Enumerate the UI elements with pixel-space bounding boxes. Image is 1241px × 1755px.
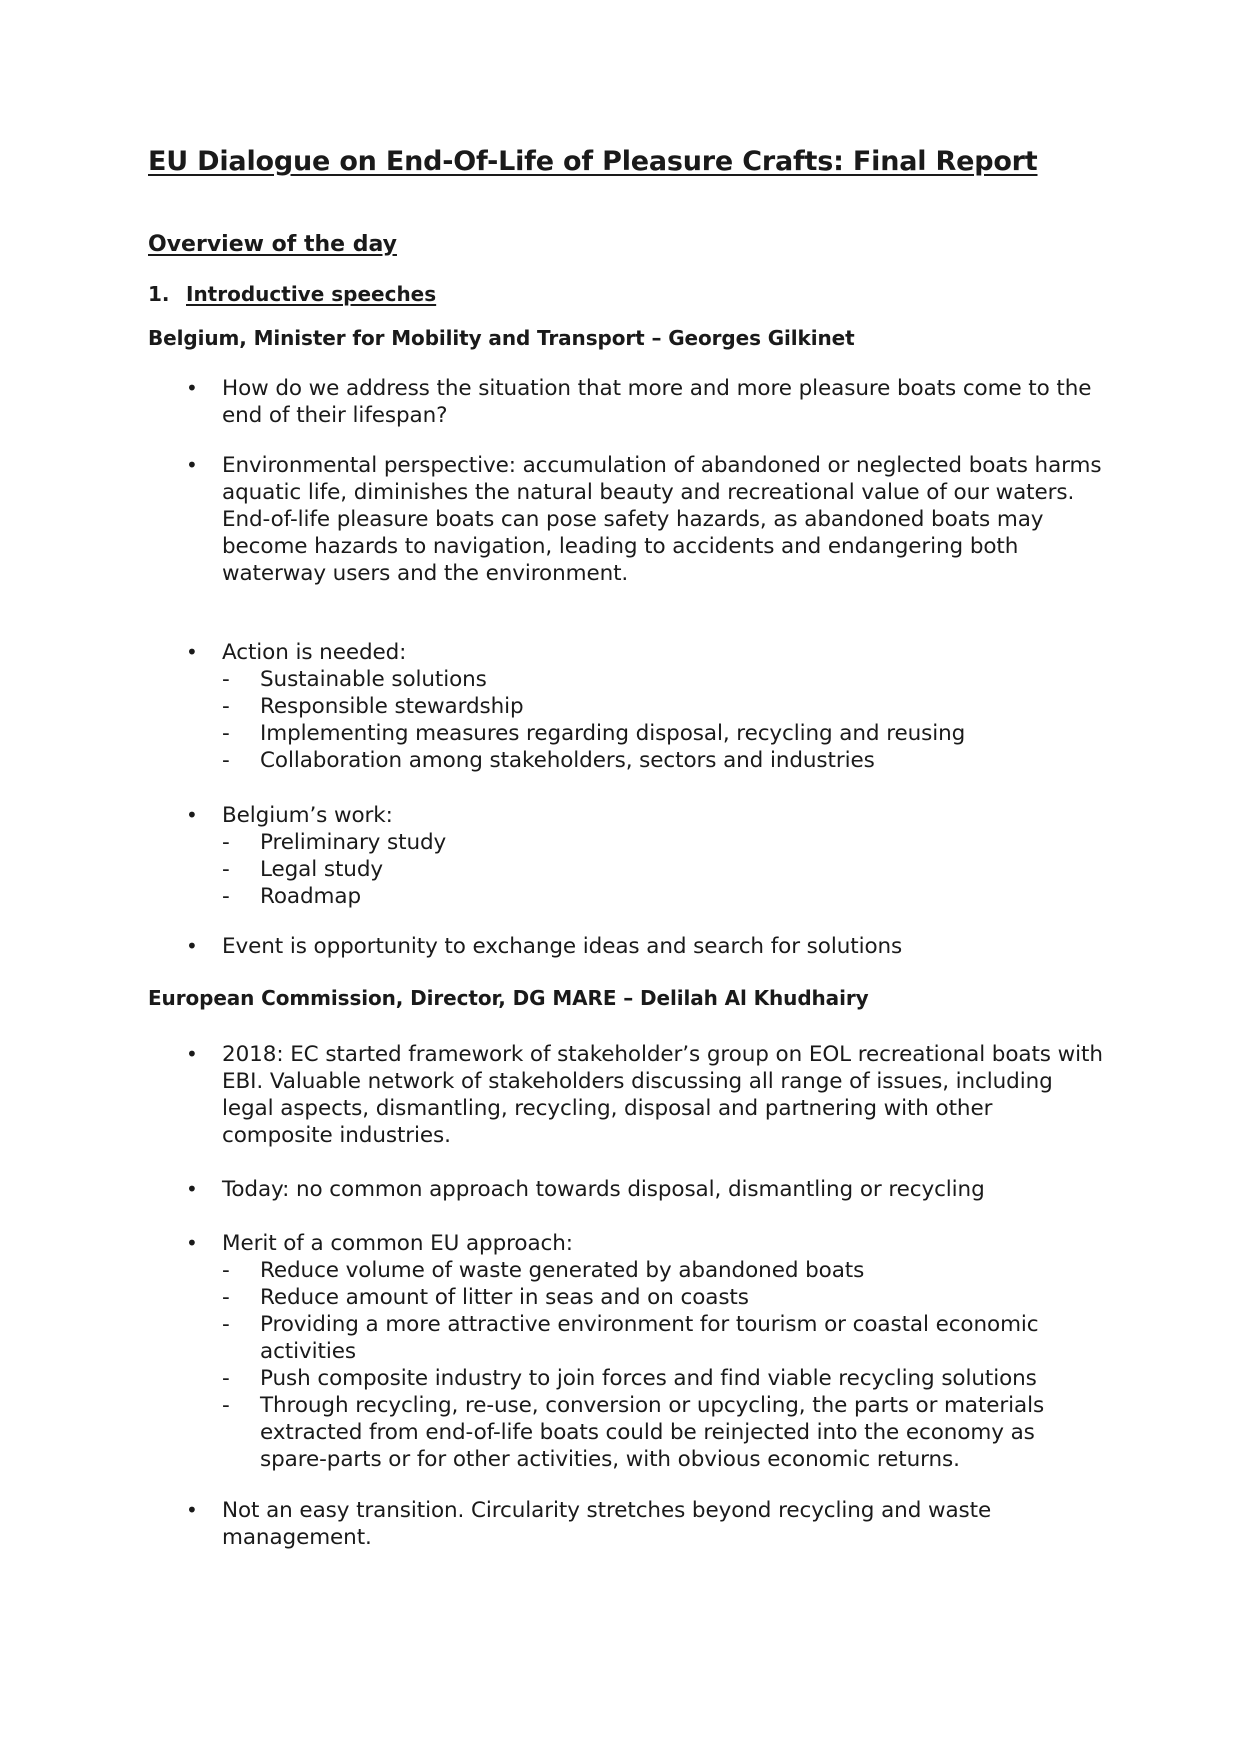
sub-list-item: - Through recycling, re-use, conversion or upcycling, the parts or materials extracted from end-of-life boats could be reinjected into the economy as spare-parts or for other activities, with obvious economic returns. [222, 1393, 1045, 1472]
bullet-icon: • [186, 1177, 198, 1201]
bullet-icon: • [186, 1231, 198, 1255]
sub-list-item: - Reduce volume of waste generated by abandoned boats [222, 1258, 865, 1283]
sub-list-item: - Push composite industry to join forces and find viable recycling solutions [222, 1366, 1037, 1391]
bullet-text: Environmental perspective: accumulation of abandoned or neglected boats harms aquatic life, diminishes the natural beauty and recreational value of our waters. [222, 453, 1102, 505]
speaker-heading-european-commission: European Commission, Director, DG MARE – Delilah Al Khudhairy [148, 986, 869, 1010]
bullet-icon: • [186, 934, 198, 958]
section-heading-introductive-speeches [148, 282, 436, 306]
speaker-heading-belgium: Belgium, Minister for Mobility and Transport – Georges Gilkinet [148, 326, 855, 350]
bullet-text: Belgium’s work: [222, 803, 393, 828]
sub-list-item: - Collaboration among stakeholders, sectors and industries [222, 748, 875, 773]
sub-list [222, 666, 1106, 774]
bullet-item [186, 1497, 1106, 1551]
overview-heading: Overview of the day [148, 232, 397, 257]
bullet-item [186, 1230, 1106, 1473]
bullet-icon: • [186, 1042, 198, 1066]
bullet-text: How do we address the situation that more and more pleasure boats come to the end of their lifespan? [222, 376, 1092, 428]
sub-list-item: - Responsible stewardship [222, 694, 524, 719]
sub-list [222, 829, 1106, 910]
sub-list-item: - Preliminary study [222, 830, 447, 855]
sub-list [222, 1257, 1106, 1473]
sub-list-item: - Providing a more attractive environment for tourism or coastal economic activities [222, 1312, 1039, 1364]
sub-list-item: - Reduce amount of litter in seas and on coasts [222, 1285, 749, 1310]
section-number: 1. [148, 282, 170, 306]
section-label: Introductive speeches [186, 282, 437, 306]
bullet-text: Merit of a common EU approach: [222, 1231, 573, 1256]
bullet-text: End-of-life pleasure boats can pose safety hazards, as abandoned boats may become hazards to navigation, leading to accidents and endangering both waterway users and the environment. [222, 507, 1044, 586]
sub-list-item: - Roadmap [222, 884, 362, 909]
bullet-text: Not an easy transition. Circularity stretches beyond recycling and waste management. [222, 1498, 992, 1550]
sub-list-item: - Sustainable solutions [222, 667, 487, 692]
bullet-item [186, 375, 1106, 429]
bullet-icon: • [186, 1498, 198, 1522]
bullet-text: Action is needed: [222, 640, 407, 665]
bullet-text: Today: no common approach towards disposal, dismantling or recycling [222, 1177, 985, 1202]
bullet-icon: • [186, 376, 198, 400]
bullet-item [186, 933, 1106, 960]
bullet-icon: • [186, 803, 198, 827]
bullet-item [186, 452, 1106, 587]
sub-list-item: - Implementing measures regarding disposal, recycling and reusing [222, 721, 966, 746]
bullet-text: Event is opportunity to exchange ideas and search for solutions [222, 934, 903, 959]
bullet-item [186, 802, 1106, 910]
sub-list-item: - Legal study [222, 857, 383, 882]
bullet-icon: • [186, 640, 198, 664]
bullet-text: 2018: EC started framework of stakeholder’s group on EOL recreational boats with EBI. Valuable network of stakeholders discussing all range of issues, including legal aspects, dismantling, recycling, disposal and partnering with other composite industries. [222, 1042, 1103, 1148]
bullet-item [186, 1041, 1106, 1149]
report-title: EU Dialogue on End-Of-Life of Pleasure Crafts: Final Report [148, 146, 1038, 177]
bullet-icon: • [186, 453, 198, 477]
bullet-item [186, 639, 1106, 774]
bullet-item [186, 1176, 1106, 1203]
